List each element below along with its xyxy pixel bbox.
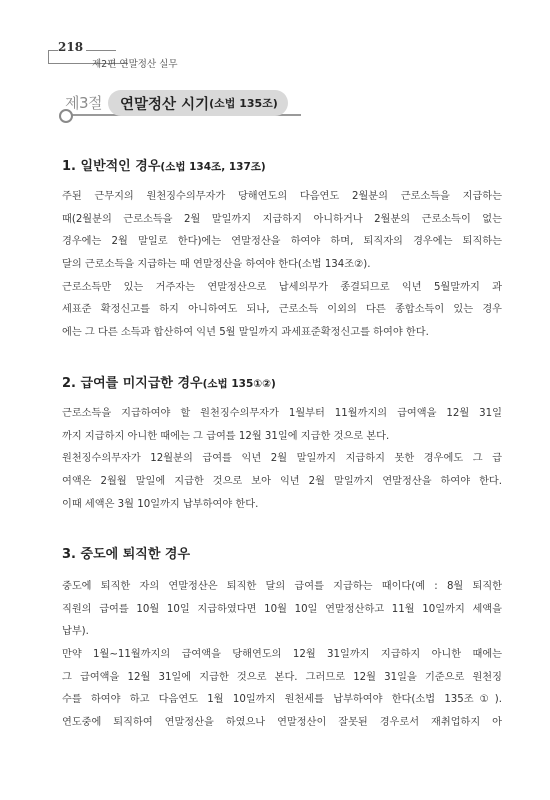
text-line: 달의 근로소득을 지급하는 때 연말정산을 하여야 한다(소법 134조②). xyxy=(62,259,371,271)
paragraph xyxy=(62,403,502,516)
text-line: 직원의 급여를 10월 10일 지급하였다면 10월 10일 연말정산하고 11월 10일까지 세액을 xyxy=(62,603,502,615)
text-line: 원천징수의무자가 12월분의 급여를 익년 2월 말일까지 지급하지 못한 경우에도 그 급 xyxy=(62,453,502,465)
text-line: 에는 그 다른 소득과 합산하여 익년 5월 말일까지 과세표준확정신고를 하여야 한다. xyxy=(62,327,429,339)
text-line: 까지 지급하지 아니한 때에는 그 급여를 12월 31일에 지급한 것으로 본다. xyxy=(62,430,390,442)
header-rule xyxy=(86,50,116,51)
page-number: 218 xyxy=(58,40,84,54)
subsection-heading-ref: (소법 134조, 137조) xyxy=(160,161,266,173)
text-line: 연도중에 퇴직하여 연말정산을 하였으나 연말정산이 잘못된 경우로서 재취업하지 아 xyxy=(62,717,502,729)
running-header: 제2편 연말정산 실무 xyxy=(92,59,178,70)
page-header xyxy=(0,0,550,70)
text-line: 이때 세액은 3월 10일까지 납부하여야 한다. xyxy=(62,498,259,510)
text-line: 수를 하여야 하고 다음연도 1월 10일까지 원천세를 납부하여야 한다(소법 135조①). xyxy=(62,694,502,706)
header-rule xyxy=(48,50,58,51)
section-number: 제3절 xyxy=(65,94,103,112)
text-line: 경우에는 2월 말일로 한다)에는 연말정산을 하여야 하며, 퇴직자의 경우에는 퇴직하는 xyxy=(62,236,502,248)
text-line: 여액은 2월월 말일에 지급한 것으로 보아 익년 2월 말일까지 연말정산을 하여야 한다. xyxy=(62,476,502,488)
text-line: 근로소득을 지급하여야 할 원천징수의무자가 1월부터 11월까지의 급여액을 12월 31일 xyxy=(62,408,502,419)
section-title xyxy=(108,90,288,116)
text-line: 세표준 확정신고를 하지 아니하여도 되나, 근로소득 이외의 다른 종합소득이 있는 경우 xyxy=(62,304,502,316)
text-line: 그 급여액을 12월 31일에 지급한 것으로 본다. 그러므로 12월 31일을 기준으로 원천징 xyxy=(62,671,502,683)
text-line: 납부). xyxy=(62,626,89,638)
section-title-ref: (소법 135조) xyxy=(209,97,278,110)
paragraph xyxy=(62,576,502,735)
text-line: 주된 근무지의 원천징수의무자가 당해연도의 다음연도 2월분의 근로소득을 지급하는 xyxy=(62,191,502,202)
text-line: 때(2월분의 근로소득을 2월 말일까지 지급하지 아니하거나 2월분의 근로소득이 없는 xyxy=(62,213,502,225)
section-banner xyxy=(55,90,295,130)
section-title-text: 연말정산 시기 xyxy=(120,96,210,113)
subsection-heading xyxy=(62,372,276,391)
text-line: 중도에 퇴직한 자의 연말정산은 퇴직한 달의 급여를 지급하는 때이다(예 : 8월 퇴직한 xyxy=(62,581,502,592)
subsection-heading-text: 1. 일반적인 경우 xyxy=(62,159,161,174)
subsection-heading xyxy=(62,155,266,174)
text-line: 근로소득만 있는 거주자는 연말정산으로 납세의무가 종결되므로 익년 5월말까지 과 xyxy=(62,281,502,293)
subsection-heading-text: 3. 중도에 퇴직한 경우 xyxy=(62,547,191,562)
subsection-heading-ref: (소법 135①②) xyxy=(202,378,276,390)
header-rule xyxy=(48,50,49,64)
subsection-heading xyxy=(62,543,190,562)
paragraph xyxy=(62,186,502,345)
subsection-heading-text: 2. 급여를 미지급한 경우 xyxy=(62,376,203,391)
text-line: 만약 1월∼11월까지의 급여액을 당해연도의 12월 31일까지 지급하지 아니한 때에는 xyxy=(62,649,502,661)
